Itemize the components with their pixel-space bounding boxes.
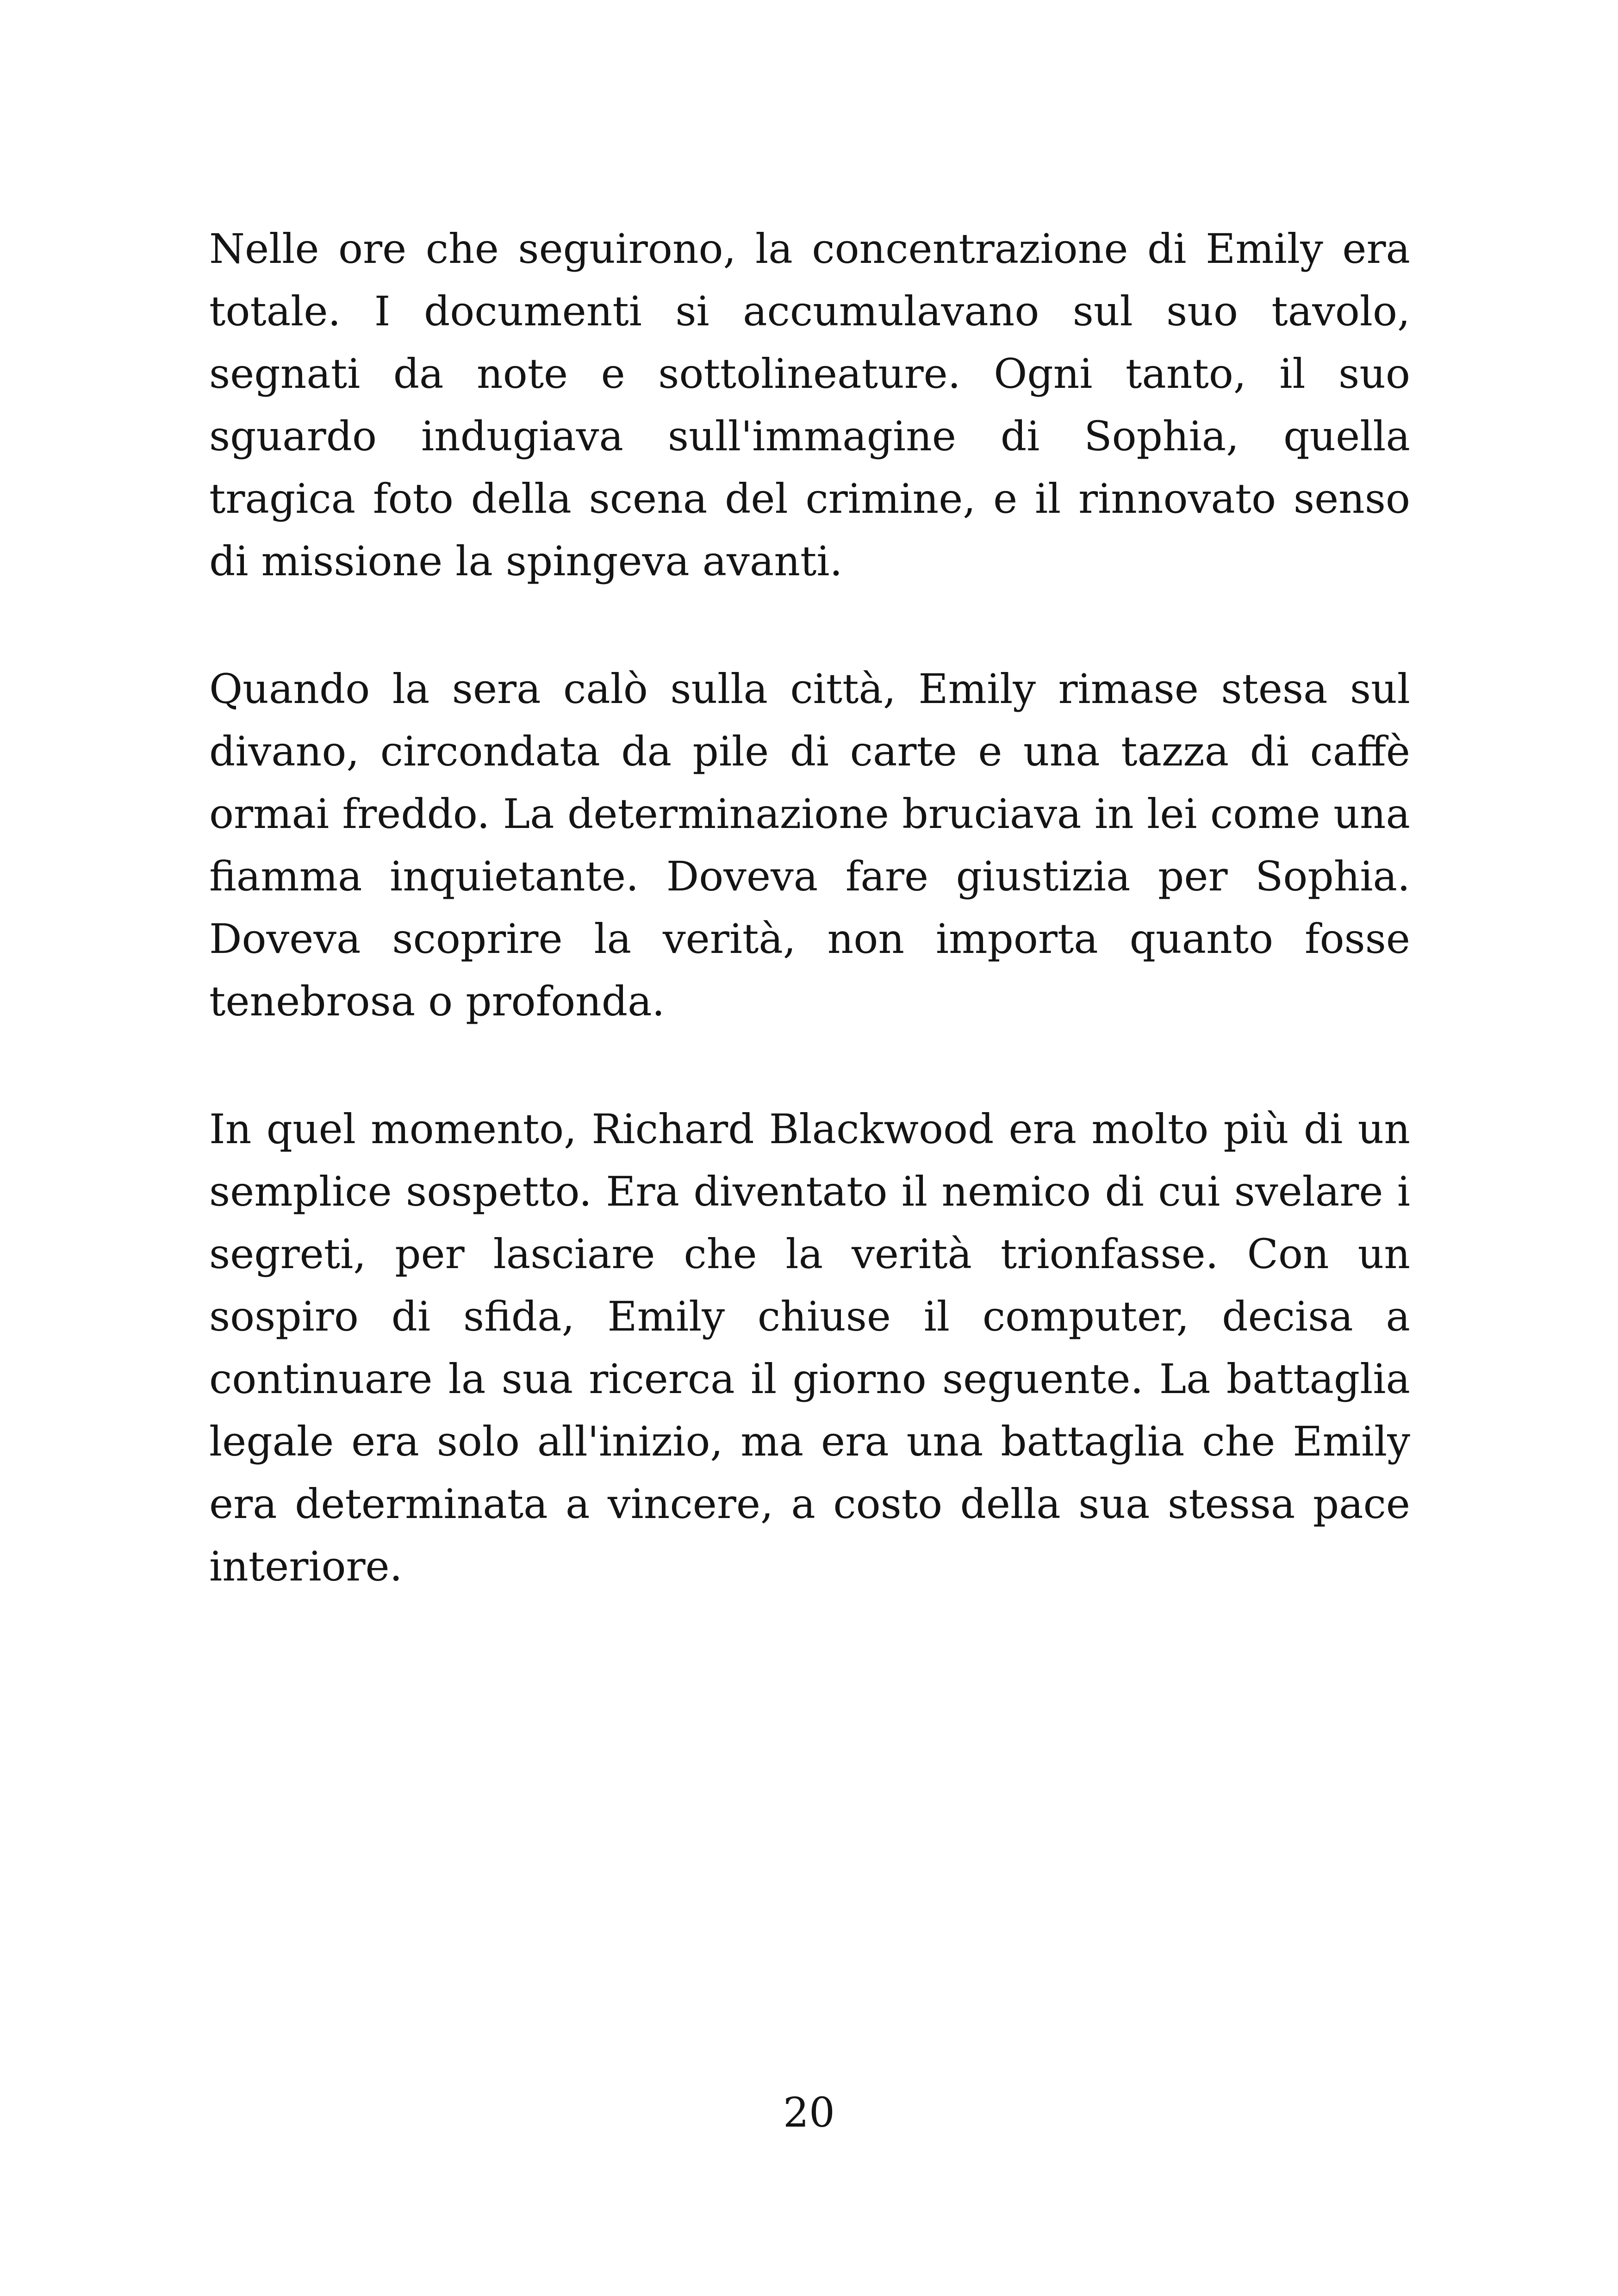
paragraph-3: In quel momento, Richard Blackwood era molto più di un semplice sospetto. Era diventato il nemico di cui svelare i segreti, per lasciare che la verità trionfasse. Con un sospiro di sfida, Emily chiuse il computer, decisa a continuare la sua ricerca il giorno seguente. La battaglia legale era solo all'inizio, ma era una battaglia che Emily era determinata a vincere, a costo della sua stessa pace interiore. bbox=[209, 1105, 1410, 1590]
paragraph-2: Quando la sera calò sulla città, Emily rimase stesa sul divano, circondata da pile di carte e una tazza di caffè ormai freddo. La determinazione bruciava in lei come una fiamma inquietante. Doveva fare giustizia per Sophia. Doveva scoprire la verità, non importa quanto fosse tenebrosa o profonda. bbox=[209, 665, 1410, 1025]
paragraph-1: Nelle ore che seguirono, la concentrazione di Emily era totale. I documenti si accumulavano sul suo tavolo, segnati da note e sottolineature. Ogni tanto, il suo sguardo indugiava sull'immagine di Sophia, quella tragica foto della scena del crimine, e il rinnovato senso di missione la spingeva avanti. bbox=[209, 225, 1410, 585]
body-text bbox=[209, 218, 1410, 1663]
page-number: 20 bbox=[783, 2089, 835, 2136]
